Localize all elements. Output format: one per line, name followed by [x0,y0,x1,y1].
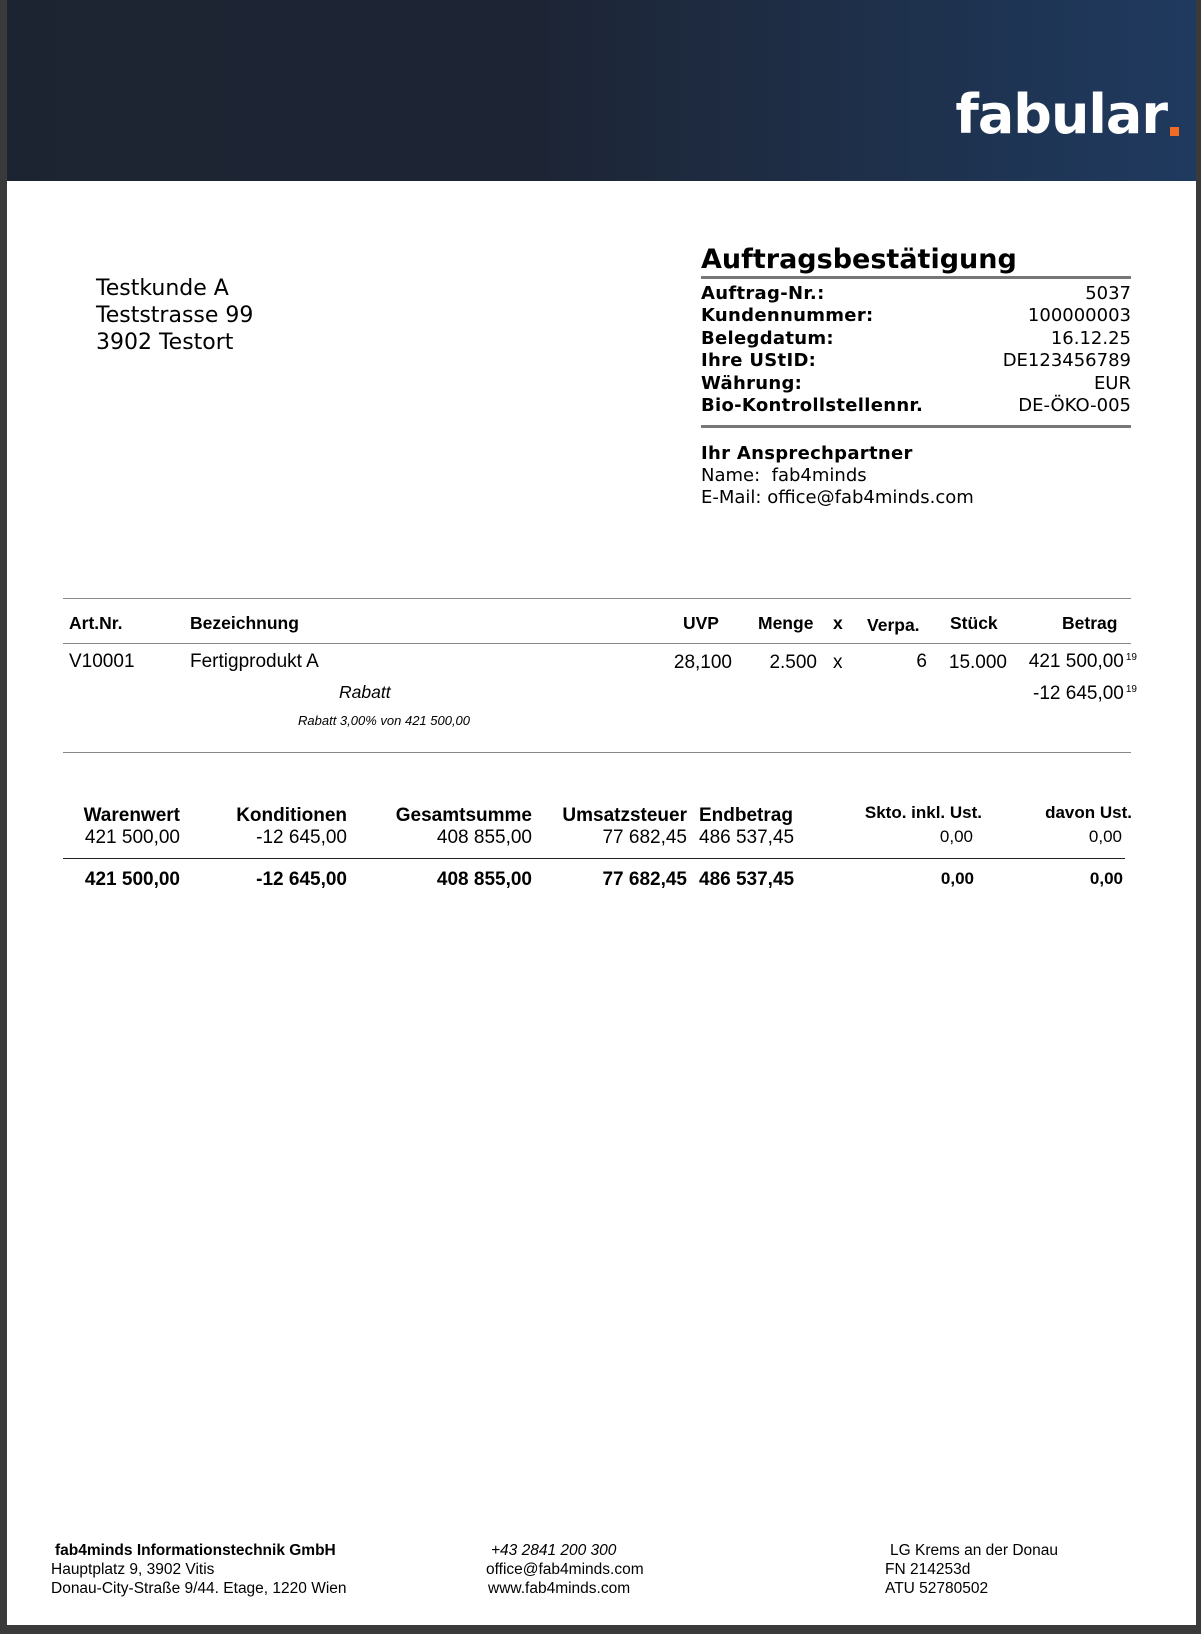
footer-address-2: Donau-City-Straße 9/44. Etage, 1220 Wien [51,1580,347,1597]
total-endbetrag: 486 537,45 [699,869,795,890]
row-betrag: 421 500,00 $^{19}$ [1028,651,1137,672]
total-gesamtsumme: 408 855,00 [436,869,532,890]
recipient-address [96,275,253,356]
sum-h-skonto: Skto. inkl. Ust. [864,803,982,822]
footer-fn: FN 214253d [885,1561,971,1578]
contact-name: Name: fab4minds [701,465,867,486]
sum-v-warenwert: 421 500,00 [84,827,180,848]
contact-email: E-Mail: office@fab4minds.com [701,487,974,508]
contact-block [701,443,974,509]
total-umsatzsteuer: 77 682,45 [602,869,687,890]
col-art-nr: Art.Nr. [69,613,123,633]
meta-row-vatid: Ihre UStID: DE123456789 [701,350,1131,372]
footer-contact [486,1541,644,1598]
sum-v-konditionen: -12 645,00 [256,827,347,848]
fabular-logo: fabular [955,88,1167,142]
meta-row-currency: Währung: EUR [701,372,1131,394]
table-bottom-rule [63,752,1131,753]
col-menge: Menge [758,613,814,633]
footer-email: office@fab4minds.com [486,1561,644,1578]
col-bezeichnung: Bezeichnung [190,613,299,633]
col-betrag: Betrag [1062,613,1118,633]
footer-legal [885,1541,1058,1598]
row-art-nr: V10001 [69,651,135,672]
logo-dot-icon [1170,127,1179,136]
footer-address-1: Hauptplatz 9, 3902 Vitis [51,1561,215,1578]
recipient-line-1: Testkunde A [96,276,229,301]
table-top-rule [63,598,1131,599]
sum-h-konditionen: Konditionen [236,805,347,826]
contact-title: Ihr Ansprechpartner [701,443,913,464]
footer-atu: ATU 52780502 [885,1580,989,1597]
meta-row-order: Auftrag-Nr.: 5037 [701,283,1131,304]
row-menge: 2.500 [769,652,817,673]
footer-court: LG Krems an der Donau [890,1542,1059,1559]
total-konditionen: -12 645,00 [256,869,347,890]
row-verpa: 6 [916,651,927,672]
total-skonto: 0,00 [940,869,974,888]
discount-detail: Rabatt 3,00% von 421 500,00 [298,713,471,728]
recipient-line-3: 3902 Testort [96,330,234,355]
col-stueck: Stück [950,613,998,633]
discount-label: Rabatt [339,682,391,702]
sum-v-umsatzsteuer: 77 682,45 [602,827,687,848]
sum-h-gesamtsumme: Gesamtsumme [395,805,532,826]
document-meta [701,283,1131,417]
total-warenwert: 421 500,00 [84,869,180,890]
document-title: Auftragsbestätigung [701,244,1017,275]
col-uvp: UVP [683,613,719,633]
sum-v-davon: 0,00 [1088,827,1122,846]
header-banner [7,0,1196,181]
row-bezeichnung: Fertigprodukt A [190,651,319,672]
meta-row-date: Belegdatum: 16.12.25 [701,327,1131,349]
meta-rule [701,425,1131,428]
discount-betrag: -12 645,00 $^{19}$ [1033,683,1137,704]
sum-h-umsatzsteuer: Umsatzsteuer [562,805,687,826]
row-stueck: 15.000 [948,652,1007,673]
sum-v-gesamtsumme: 408 855,00 [436,827,532,848]
sum-h-warenwert: Warenwert [83,805,180,826]
row-uvp: 28,100 [673,652,732,673]
footer-company-name: fab4minds Informationstechnik GmbH [55,1542,336,1559]
footer-web: www.fab4minds.com [488,1580,631,1597]
meta-row-customer: Kundennummer: 100000003 [701,305,1131,327]
recipient-line-2: Teststrasse 99 [96,303,254,328]
meta-row-bio: Bio-Kontrollstellennr. DE-ÖKO-005 [701,395,1131,417]
footer-phone: +43 2841 200 300 [491,1542,617,1559]
sum-v-endbetrag: 486 537,45 [699,827,795,848]
col-verpa: Verpa. [867,615,920,635]
footer-company [51,1541,347,1598]
col-x: x [833,613,843,633]
sum-v-skonto: 0,00 [939,827,973,846]
table-header-rule [63,643,1131,644]
title-rule [701,276,1131,279]
row-x: x [833,652,843,673]
sum-h-endbetrag: Endbetrag [699,805,793,826]
total-davon: 0,00 [1089,869,1123,888]
document-page [7,0,1196,1625]
summary-rule [63,858,1125,859]
sum-h-davon: davon Ust. [1045,803,1132,822]
